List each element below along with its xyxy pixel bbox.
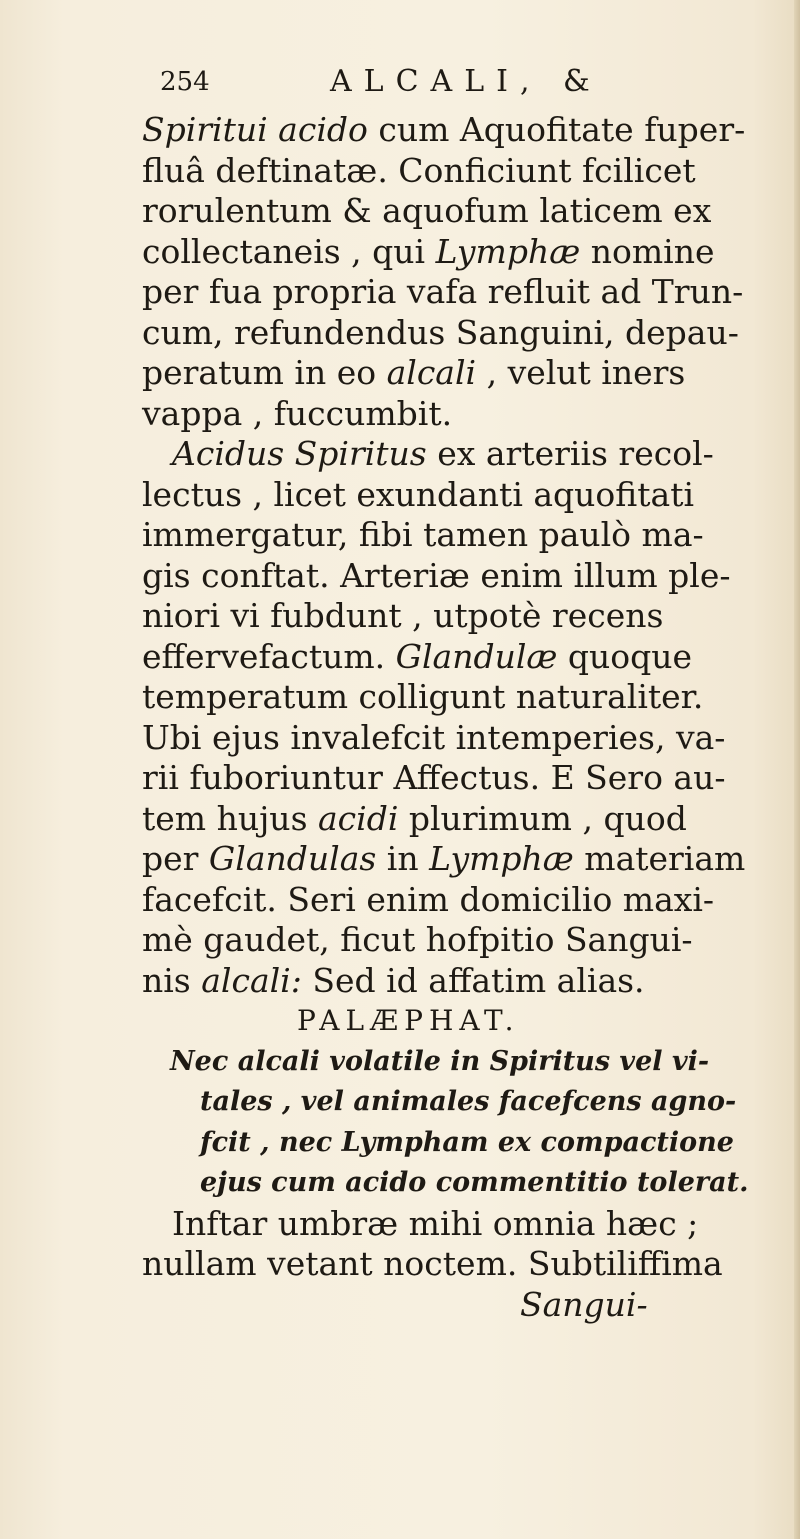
text-line bbox=[142, 556, 782, 597]
text-segment: effervefactum. bbox=[142, 636, 396, 676]
text-line bbox=[142, 232, 782, 273]
quotation bbox=[142, 1042, 782, 1204]
text-line bbox=[142, 799, 782, 840]
paragraphs bbox=[142, 110, 782, 1001]
text-line bbox=[142, 596, 782, 637]
text-line bbox=[142, 839, 782, 880]
text-segment: niori vi fubdunt , utpotè recens bbox=[142, 596, 664, 635]
catchword: Sangui- bbox=[520, 1284, 648, 1324]
body-text bbox=[142, 110, 782, 1325]
text-segment: vappa , fuccumbit. bbox=[142, 393, 453, 433]
text-segment: tem hujus bbox=[142, 798, 318, 838]
section-heading: PALÆPHAT. bbox=[297, 1004, 520, 1037]
text-line bbox=[142, 151, 782, 192]
text-segment: rorulentum & aquofum laticem ex bbox=[142, 191, 712, 230]
closing-line: Inftar umbræ mihi omnia hæc ; bbox=[172, 1203, 699, 1243]
text-line bbox=[142, 961, 782, 1002]
running-title: ALCALI, & bbox=[330, 64, 602, 99]
text-segment: cum Aquofitate fuper- bbox=[367, 110, 746, 149]
italic-term: alcali: bbox=[201, 960, 302, 1000]
text-line bbox=[142, 110, 782, 151]
text-line bbox=[142, 880, 782, 921]
quote-line: fcit , nec Lympham ex compactione bbox=[200, 1126, 734, 1158]
italic-term: Acidus Spiritus bbox=[172, 434, 427, 473]
text-line bbox=[142, 758, 782, 799]
closing-line: nullam vetant noctem. Subtiliffima bbox=[142, 1244, 723, 1283]
italic-term: Glandulæ bbox=[395, 636, 558, 676]
quote-line: ejus cum acido commentitio tolerat. bbox=[200, 1167, 749, 1198]
quote-line: tales , vel animales facefcens agno- bbox=[200, 1086, 737, 1117]
text-line bbox=[142, 434, 782, 475]
text-segment: nomine bbox=[580, 231, 715, 271]
text-segment: peratum in eo bbox=[142, 353, 387, 392]
italic-term: acidi bbox=[318, 798, 399, 838]
italic-term: Glandulas bbox=[208, 839, 377, 878]
page-header bbox=[140, 62, 740, 102]
text-segment: per bbox=[142, 839, 209, 878]
text-line bbox=[142, 475, 782, 516]
text-segment: Sed id affatim alias. bbox=[301, 960, 645, 1000]
text-segment: temperatum colligunt naturaliter. bbox=[142, 677, 704, 716]
text-line bbox=[142, 920, 782, 961]
text-line bbox=[142, 637, 782, 678]
italic-term: Lymphæ bbox=[435, 231, 581, 271]
italic-term: Spiritui acido bbox=[142, 110, 368, 149]
text-segment: collectaneis , qui bbox=[142, 231, 436, 271]
text-segment: gis conftat. Arteriæ enim illum ple- bbox=[142, 555, 731, 595]
text-line bbox=[142, 272, 782, 313]
page-number: 254 bbox=[160, 67, 210, 97]
italic-term: alcali bbox=[386, 353, 477, 392]
text-segment: in bbox=[376, 839, 430, 878]
text-segment: nis bbox=[142, 960, 202, 1000]
text-segment: quoque bbox=[557, 636, 693, 676]
text-segment: mè gaudet, ficut hofpitio Sangui- bbox=[142, 920, 693, 959]
text-segment: Ubi ejus invalefcit intemperies, va- bbox=[142, 717, 726, 757]
text-segment: ex arteriis recol- bbox=[426, 434, 714, 473]
text-segment: per fua propria vafa refluit ad Trun- bbox=[142, 272, 744, 311]
quote-line: Nec alcali volatile in Spiritus vel vi- bbox=[170, 1045, 710, 1077]
text-line bbox=[142, 394, 782, 435]
italic-term: Lymphæ bbox=[429, 839, 574, 878]
text-segment: immergatur, fibi tamen paulò ma- bbox=[142, 515, 704, 554]
text-segment: facefcit. Seri enim domicilio maxi- bbox=[142, 879, 715, 919]
text-segment: fluâ deftinatæ. Conficiunt fcilicet bbox=[142, 150, 696, 190]
text-segment: rii fuboriuntur Affectus. E Sero au- bbox=[142, 758, 726, 797]
text-segment: plurimum , quod bbox=[398, 798, 687, 838]
text-line bbox=[142, 353, 782, 394]
text-segment: , velut iners bbox=[476, 353, 686, 392]
text-line bbox=[142, 515, 782, 556]
text-segment: lectus , licet exundanti aquofitati bbox=[142, 474, 695, 514]
text-line bbox=[142, 677, 782, 718]
text-line bbox=[142, 718, 782, 759]
text-line bbox=[142, 313, 782, 354]
text-segment: materiam bbox=[573, 839, 746, 878]
page-edge bbox=[794, 0, 800, 1539]
text-line bbox=[142, 191, 782, 232]
text-segment: cum, refundendus Sanguini, depau- bbox=[142, 312, 739, 352]
